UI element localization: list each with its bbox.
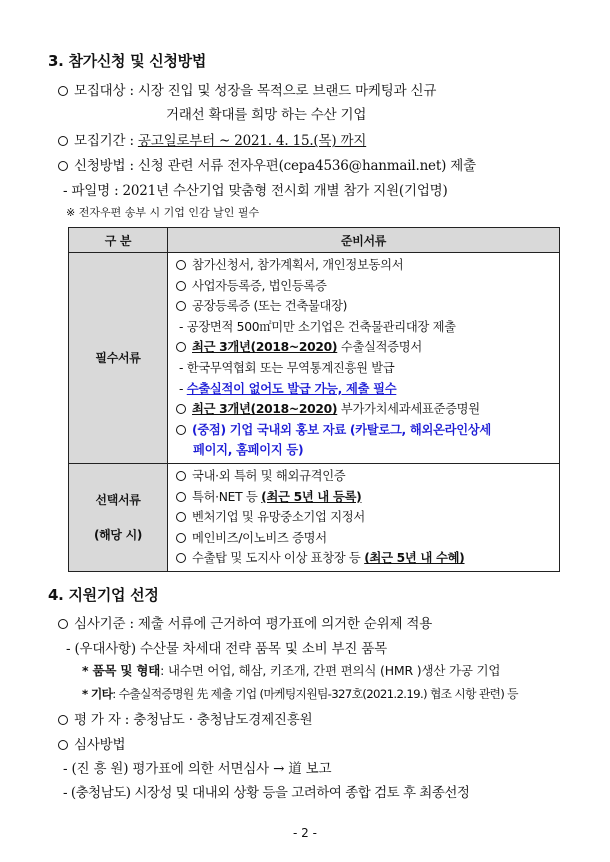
apply-method-line (58, 154, 476, 174)
list-item: 사업자등록증, 법인등록증 (176, 276, 559, 297)
apply-method-value: 신청 관련 서류 전자우편(cepa4536@hanmail.net) 제출 (137, 158, 476, 174)
list-item: 메인비즈/이노비즈 증명서 (176, 528, 559, 549)
required-docs-label: 필수서류 (69, 253, 168, 464)
section-3-heading: 3. 참가신청 및 신청방법 (48, 52, 207, 70)
recruit-period-value: 공고일로부터 ~ 2021. 4. 15.(목) 까지 (137, 133, 367, 149)
list-item: 수출탑 및 도지사 이상 표창장 등 (최근 5년 내 수혜) (176, 548, 559, 569)
evaluator-line: 평 가 자 : 충청남도 · 충청남도경제진흥원 (58, 708, 312, 728)
list-item: 벤처기업 및 유망중소기업 지정서 (176, 507, 559, 528)
seal-note: ※ 전자우편 송부 시 기업 인감 날인 필수 (66, 206, 260, 219)
item-type-label: * 품목 및 형태 (82, 663, 161, 678)
table-row-optional (69, 463, 560, 571)
list-item-continued: 페이지, 홈페이지 등) (193, 443, 304, 458)
list-item: - 한국무역협회 또는 무역통계진흥원 발급 (179, 360, 395, 375)
list-item: 특허·NET 등 (최근 5년 내 등록) (176, 487, 559, 508)
item-type-value: : 내수면 어업, 해삼, 키조개, 간편 편의식 (HMR )생산 가공 기업 (160, 663, 501, 678)
circle-bullet-icon (176, 512, 186, 522)
circle-bullet-icon (58, 619, 68, 629)
recruit-target-label: 모집대상 : (74, 83, 138, 99)
circle-bullet-icon (176, 425, 186, 435)
list-item: - 공장면적 500㎡미만 소기업은 건축물관리대장 제출 (179, 319, 456, 334)
circle-bullet-icon (176, 301, 186, 311)
circle-bullet-icon (176, 342, 186, 352)
list-item: 최근 3개년(2018~2020) 부가가치세과세표준증명원 (176, 399, 559, 420)
review-method-line: 심사방법 (58, 733, 125, 753)
required-docs-list (168, 253, 560, 464)
section-4-heading: 4. 지원기업 선정 (48, 586, 159, 604)
filename-line: - 파일명 : 2021년 수산기업 맞춤형 전시회 개별 참가 지원(기업명) (63, 183, 448, 199)
page-number: - 2 - (293, 826, 317, 840)
circle-bullet-icon (176, 260, 186, 270)
circle-bullet-icon (176, 492, 186, 502)
circle-bullet-icon (176, 281, 186, 291)
circle-bullet-icon (176, 533, 186, 543)
list-item: - 수출실적이 없어도 발급 가능, 제출 필수 (179, 381, 397, 396)
criteria-line: 심사기준 : 제출 서류에 근거하여 평가표에 의거한 순위제 적용 (58, 612, 432, 632)
table-header-category: 구 분 (69, 228, 168, 253)
etc-line (82, 685, 518, 702)
table-header-row (69, 228, 560, 253)
etc-label: * 기타 (82, 687, 113, 701)
apply-method-label: 신청방법 : (74, 158, 138, 174)
list-item: 최근 3개년(2018~2020) 수출실적증명서 (176, 337, 559, 358)
list-item: 국내·외 특허 및 해외규격인증 (176, 466, 559, 487)
recruit-period-label: 모집기간 : (74, 133, 138, 149)
optional-docs-list (168, 463, 560, 571)
circle-bullet-icon (58, 715, 68, 725)
table-row-required (69, 253, 560, 464)
circle-bullet-icon (58, 161, 68, 171)
circle-bullet-icon (176, 404, 186, 414)
table-header-documents: 준비서류 (168, 228, 560, 253)
review-step-1: - (진 흥 원) 평가표에 의한 서면심사 → 道 보고 (63, 761, 332, 777)
recruit-target-line (58, 79, 436, 99)
list-item: (중점) 기업 국내외 홍보 자료 (카탈로그, 해외온라인상세 (176, 420, 559, 441)
documents-table (68, 227, 560, 572)
review-step-2: - (충청남도) 시장성 및 대내외 상황 등을 고려하여 종합 검토 후 최종선정 (63, 785, 470, 801)
optional-docs-label: 선택서류 (해당 시) (69, 463, 168, 571)
circle-bullet-icon (176, 471, 186, 481)
recruit-target-line-2: 거래선 확대를 희망 하는 수산 기업 (166, 107, 367, 123)
circle-bullet-icon (58, 86, 68, 96)
list-item: 공장등록증 (또는 건축물대장) (176, 296, 559, 317)
etc-value: : 수출실적증명원 先 제출 기업 (마케팅지원팀-327호(2021.2.19.) 협조 시항 관련) 등 (112, 687, 518, 701)
priority-line: - (우대사항) 수산물 차세대 전략 품목 및 소비 부진 품목 (66, 641, 387, 657)
recruit-target-value: 시장 진입 및 성장을 목적으로 브랜드 마케팅과 신규 (137, 83, 437, 99)
list-item: 참가신청서, 참가계획서, 개인정보동의서 (176, 255, 559, 276)
circle-bullet-icon (58, 740, 68, 750)
recruit-period-line (58, 129, 366, 149)
item-type-line (82, 661, 500, 679)
circle-bullet-icon (58, 136, 68, 146)
circle-bullet-icon (176, 553, 186, 563)
